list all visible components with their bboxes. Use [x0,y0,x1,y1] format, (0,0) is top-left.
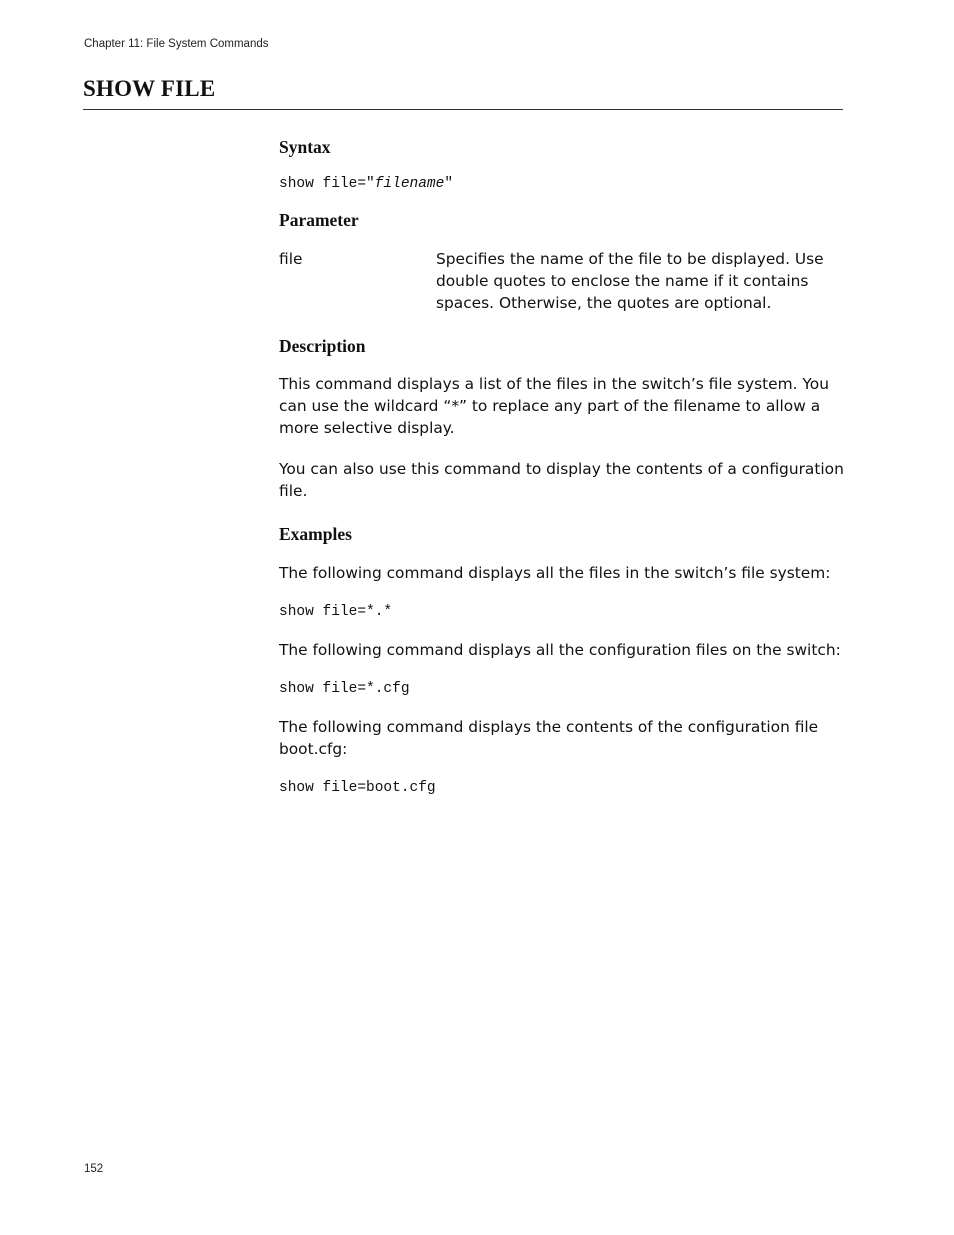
description-paragraph: This command displays a list of the files in the switch’s file system. You can use the wildcard “*” to replace any part of the filename to allow a more selective display. [279,375,829,437]
example-code: show file=*.* [279,604,393,620]
example-code: show file=*.cfg [279,681,410,697]
example-text: The following command displays all the files in the switch’s file system: [279,564,831,582]
syntax-command-argument: filename [374,176,445,192]
parameter-description: Specifies the name of the file to be displayed. Use double quotes to enclose the name if it contains spaces. Otherwise, the quotes are optional. [436,250,824,312]
syntax-command-prefix: show file=" [279,176,375,192]
syntax-command [279,174,849,194]
examples-heading: Examples [279,524,352,544]
syntax-heading: Syntax [279,137,331,157]
content-column [279,134,849,798]
title-rule [83,109,843,110]
description-paragraph: You can also use this command to display the contents of a configuration file. [279,460,844,500]
running-header: Chapter 11: File System Commands [84,38,269,50]
parameter-name: file [279,250,303,268]
page-number: 152 [84,1163,104,1175]
parameter-row [279,248,849,314]
parameter-heading: Parameter [279,210,359,230]
description-heading: Description [279,336,366,356]
example-text: The following command displays the contents of the configuration file boot.cfg: [279,718,819,758]
example-text: The following command displays all the configuration files on the switch: [279,641,841,659]
page-title: SHOW FILE [83,76,216,101]
example-code: show file=boot.cfg [279,780,436,796]
syntax-command-suffix: " [444,176,454,192]
